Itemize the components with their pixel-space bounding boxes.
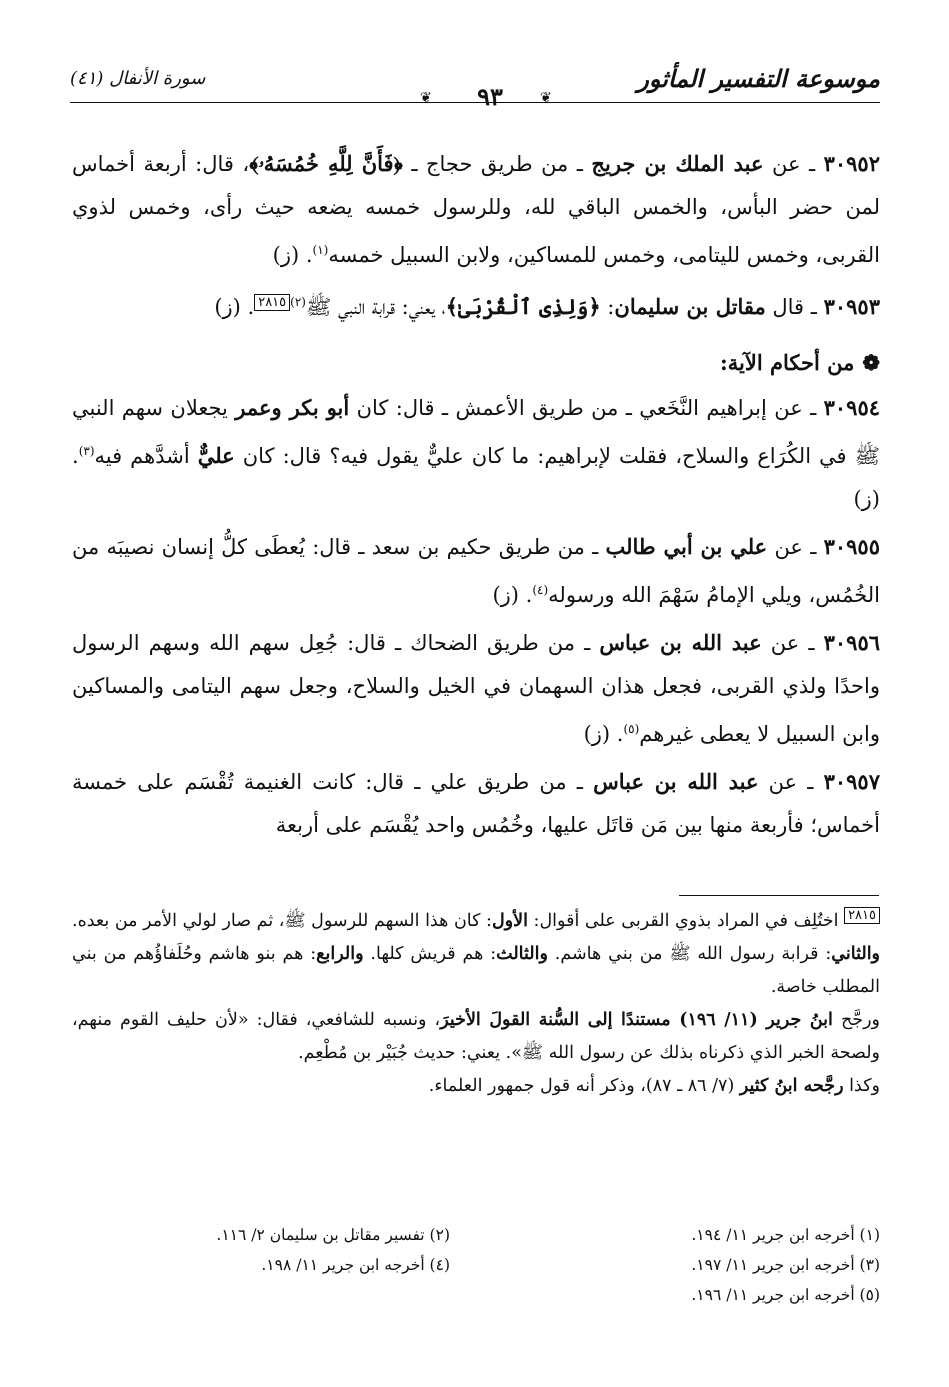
main-text	[72, 142, 880, 851]
paragraph-text: أشدَّهم فيه	[94, 444, 198, 468]
footnote-ref[interactable]: (١)	[312, 243, 329, 257]
paragraph-end: . (ز)	[72, 444, 880, 511]
paragraph-end: . (ز)	[214, 295, 255, 319]
hadith-paragraph	[72, 525, 880, 617]
opinion-label: والثالث	[496, 944, 548, 964]
hadith-number: ٣٠٩٥٤	[823, 395, 881, 420]
note-mark[interactable]: ٢٨١٥	[844, 907, 880, 924]
paragraph-end: . (ز)	[583, 722, 624, 746]
paragraph-text: ـ من طريق حجاج ـ	[402, 152, 592, 176]
paragraph-text: ـ من طريق حكيم بن سعد ـ قال: يُعطَى كلُّ إنسان نصيبَه من الخُمُس، ويلي الإمامُ سَهْمَ الله ورسوله	[72, 535, 880, 607]
hadith-paragraph	[72, 386, 880, 521]
note-text: : كان هذا السهم للرسول ﷺ، ثم صار لولي الأمر من بعده.	[72, 911, 492, 931]
hadith-paragraph	[72, 760, 880, 847]
footnote: (١) أخرجه ابن جرير ١١/ ١٩٤.	[691, 1226, 880, 1244]
note-paragraph	[72, 905, 880, 1004]
header-divider	[70, 102, 880, 103]
narrator-name: علي بن أبي طالب	[605, 534, 768, 559]
page-number: ٩٣	[477, 82, 503, 111]
flower-icon: ❁	[862, 350, 880, 375]
ornament-icon: ❦	[420, 90, 432, 106]
footnotes-left-column	[70, 1220, 450, 1280]
section-heading-text: من أحكام الآية:	[720, 350, 855, 375]
hadith-number: ٣٠٩٥٢	[823, 151, 880, 176]
hadith-number: ٣٠٩٥٧	[823, 769, 880, 794]
opinion-label: الأول	[491, 911, 528, 931]
quran-quote: ﴿فَأَنَّ لِلَّهِ خُمُسَهُۥ﴾	[249, 151, 403, 176]
note-text: اختُلِف في المراد بذوي القربى على أقوال:	[527, 911, 845, 931]
scholar-name: رجَّحه ابنُ كثير	[739, 1076, 844, 1096]
paragraph-text: ـ عن إبراهيم النَّخَعي ـ من طريق الأعمش ـ قال: كان	[349, 396, 824, 420]
scholar-name: ابنُ جرير (١١/ ١٩٦) مستندًا إلى السُّنة القولَ الأخيرَ	[440, 1010, 833, 1030]
narrator-name: عليٌّ	[197, 443, 235, 468]
hadith-number: ٣٠٩٥٣	[823, 294, 880, 319]
footnote: (٢) تفسير مقاتل بن سليمان ٢/ ١١٦.	[216, 1226, 450, 1244]
section-heading	[72, 341, 880, 384]
paragraph-text: ـ عن	[763, 152, 824, 176]
narrator-name: عبد الملك بن جريج	[591, 151, 764, 176]
quran-quote: ﴿وَلِذِى ٱلْقُرْبَىٰ﴾	[445, 294, 601, 319]
hadith-paragraph	[72, 281, 880, 329]
note-text: (٧/ ٨٦ ـ ٨٧)، وذكر أنه قول جمهور العلماء.	[428, 1076, 740, 1096]
note-text: ، ونسبه للشافعي، فقال: «لأن حليف القوم منهم، ولصحة الخبر الذي ذكرناه بذلك عن رسول الله ﷺ». يعني: حديث جُبَيْر بن مُطْعِم.	[72, 1010, 880, 1063]
paragraph-text: ، يعني: قرابة النبي ﷺ	[305, 295, 446, 319]
narrator-name: عبد الله بن عباس	[599, 630, 762, 655]
opinion-label: والرابع	[316, 944, 364, 964]
note-text: ورجَّح	[832, 1010, 880, 1030]
paragraph-text: :	[600, 295, 615, 319]
narrator-name: مقاتل بن سليمان	[614, 294, 766, 319]
footnote-ref[interactable]: (٤)	[532, 583, 549, 597]
hadith-number: ٣٠٩٥٥	[823, 534, 880, 559]
note-paragraph	[72, 1004, 880, 1070]
ornament-icon: ❦	[540, 90, 552, 106]
hadith-number: ٣٠٩٥٦	[823, 630, 881, 655]
note-text: : قرابة رسول الله ﷺ من بني هاشم.	[547, 944, 832, 964]
paragraph-text: ، قال: أربعة أخماس لمن حضر البأس، والخمس الباقي لله، وللرسول خمسه يضعه حيث رأى، وخمس لذوي القربى، وخمس لليتامى، وخمس للمساكين، ولابن السبيل خمسه	[72, 152, 880, 267]
page-header	[70, 58, 880, 120]
footnote: (٥) أخرجه ابن جرير ١١/ ١٩٦.	[691, 1286, 880, 1304]
paragraph-text: ـ عن	[761, 631, 824, 655]
narrator-name: عبد الله بن عباس	[593, 769, 759, 794]
paragraph-text: ـ عن	[758, 770, 824, 794]
note-mark[interactable]: ٢٨١٥	[254, 294, 290, 311]
note-text: : هم بنو هاشم وحُلَفاؤُهم من بني المطلب خاصة.	[72, 944, 880, 997]
footnote: (٤) أخرجه ابن جرير ١١/ ١٩٨.	[261, 1256, 450, 1274]
note-text: وكذا	[843, 1076, 880, 1096]
footnote: (٣) أخرجه ابن جرير ١١/ ١٩٧.	[691, 1256, 880, 1274]
opinion-label: والثاني	[831, 944, 881, 964]
note-paragraph	[72, 1070, 880, 1103]
narrator-name: أبو بكر وعمر	[235, 395, 350, 420]
book-title: موسوعة التفسير المأثور	[637, 64, 880, 93]
surah-label: سورة الأنفال (٤١)	[70, 68, 206, 89]
commentary-note	[72, 905, 880, 1103]
note-divider	[679, 895, 879, 896]
footnote-ref[interactable]: (٣)	[78, 444, 95, 458]
paragraph-text: ـ قال	[765, 295, 824, 319]
footnote-ref[interactable]: (٥)	[623, 722, 640, 736]
paragraph-text: ـ من طريق الضحاك ـ قال: جُعِل سهم الله وسهم الرسول واحدًا ولذي القربى، فجعل هذان السهمان في الخيل والسلاح، وجعل سهم اليتامى والمساكين وابن السبيل لا يعطى غيرهم	[72, 631, 880, 746]
note-text: : هم قريش كلها.	[363, 944, 497, 964]
paragraph-text: ـ عن	[767, 535, 824, 559]
paragraph-end: . (ز)	[272, 243, 313, 267]
paragraph-end: . (ز)	[492, 583, 533, 607]
hadith-paragraph	[72, 621, 880, 756]
paragraph-text: يجعلان سهم النبي ﷺ في الكُرَاع والسلاح، فقلت لإبراهيم: ما كان عليٌّ يقول فيه؟ قال: كان	[72, 396, 880, 468]
hadith-paragraph	[72, 142, 880, 277]
footnote-ref[interactable]: (٢)	[290, 295, 306, 309]
paragraph-text: ـ من طريق علي ـ قال: كانت الغنيمة تُقْسَم على خمسة أخماس؛ فأربعة منها بين مَن قاتَل عليها، وخُمُس واحد يُقْسَم على أربعة	[72, 770, 880, 837]
footnotes-right-column	[500, 1220, 880, 1310]
